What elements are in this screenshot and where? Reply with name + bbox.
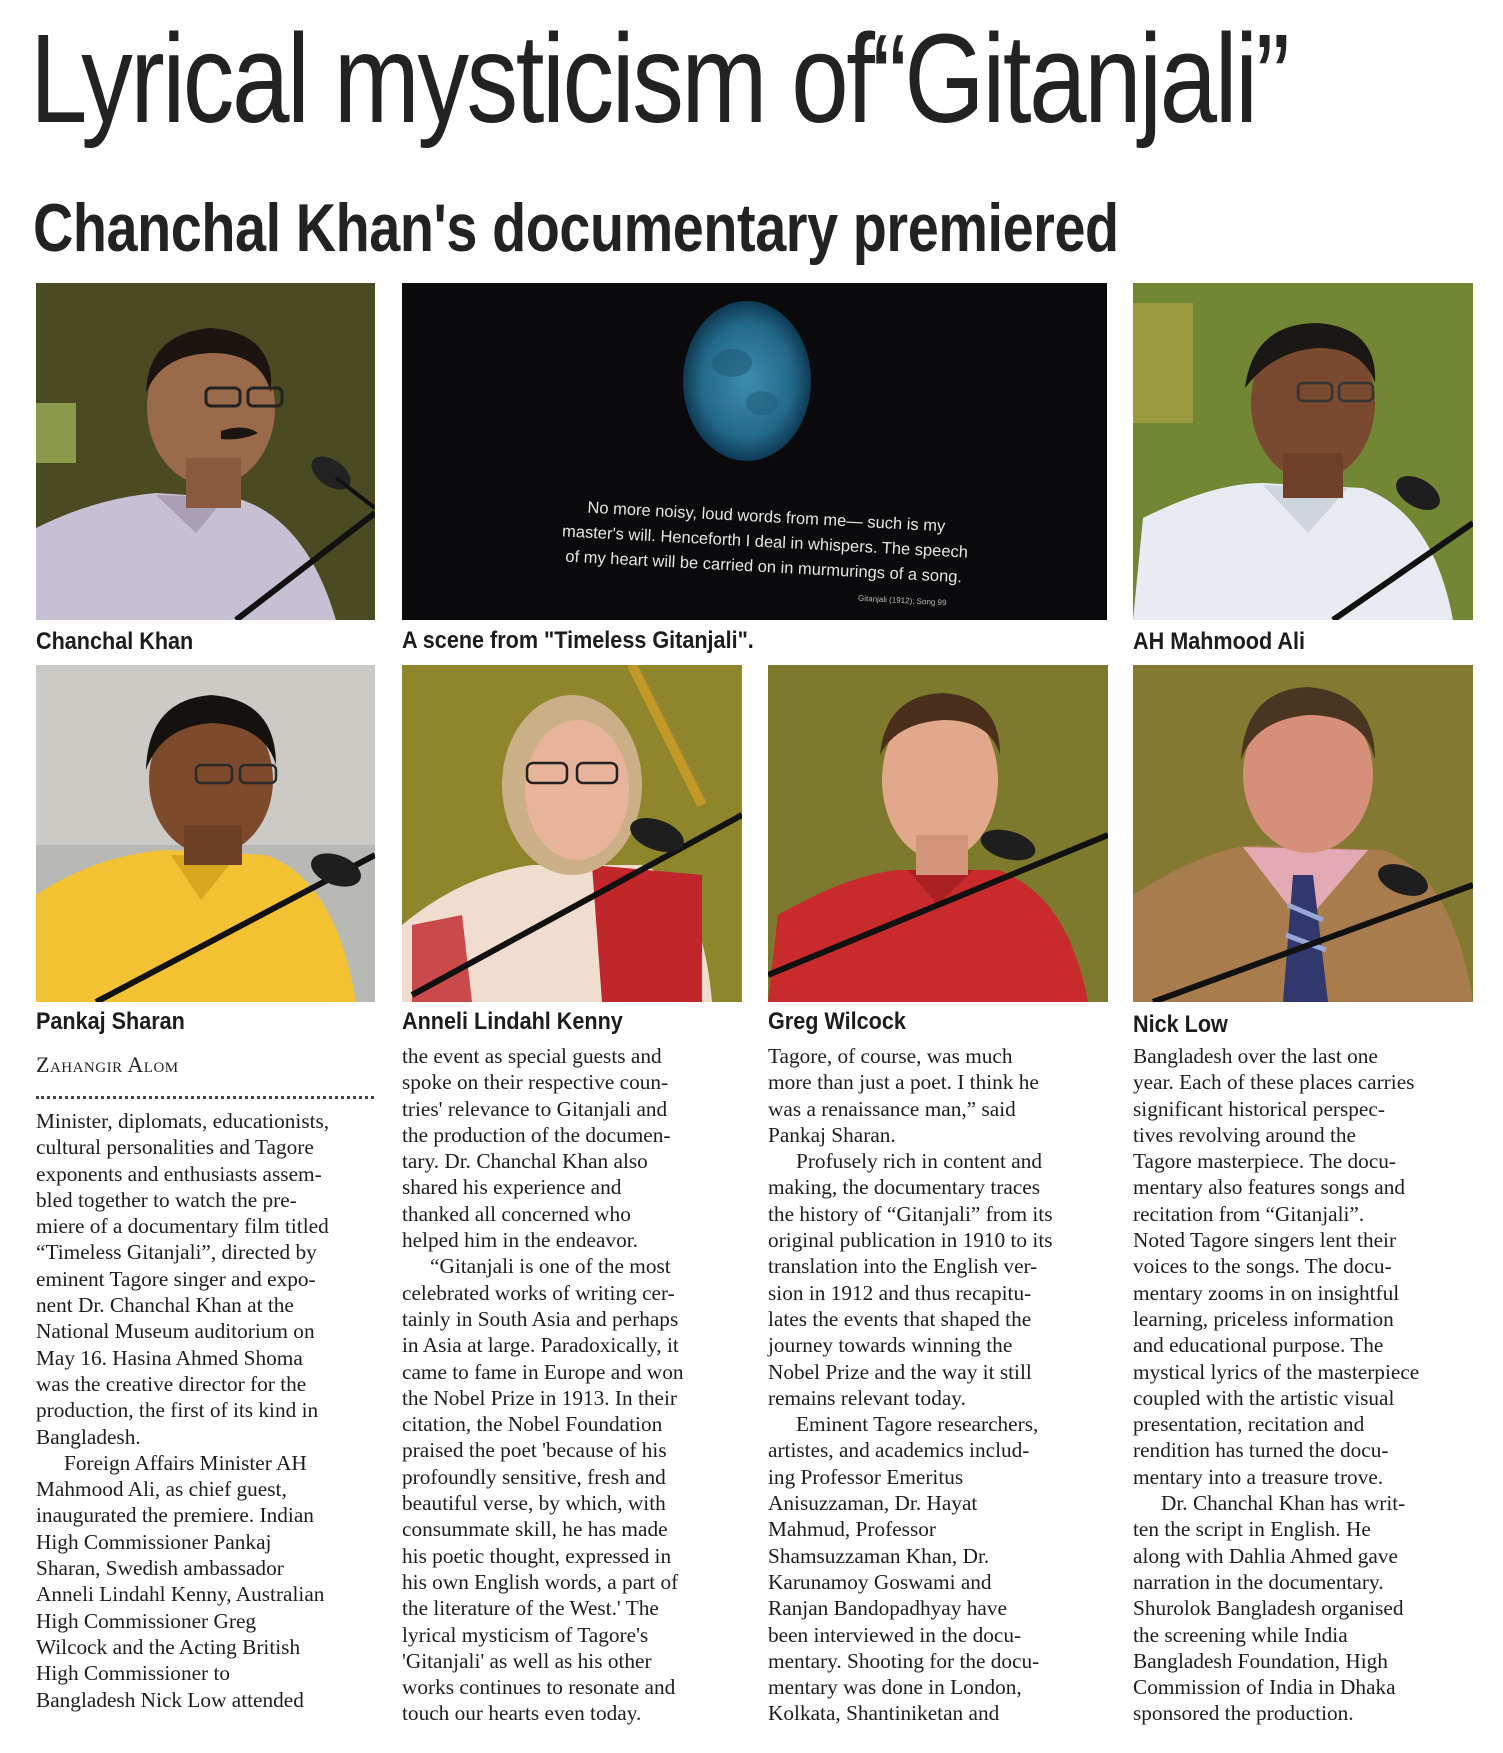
article-line: Bangladesh Nick Low attended [36,1687,304,1712]
article-line: mentary zooms in on insightful [1133,1280,1400,1305]
article-line: Tagore, of course, was much [768,1044,1013,1068]
article-line: Nobel Prize and the way it still [768,1359,1032,1384]
article-line: Anneli Lindahl Kenny, Australian [36,1582,325,1607]
article-line: mentary into a treasure trove. [1133,1464,1384,1489]
article-line: the production of the documen- [402,1122,671,1147]
article-line: Tagore masterpiece. The docu- [1133,1149,1397,1174]
article-line: praised the poet 'because of his [402,1438,667,1463]
article-line: year. Each of these places carries [1133,1070,1415,1095]
article-line: the Nobel Prize in 1913. In their [402,1385,678,1410]
article-line: touch our hearts even today. [402,1701,642,1726]
article-line: the screening while India [1133,1622,1348,1647]
article-line: profoundly sensitive, fresh and [402,1464,666,1489]
article-column-2 [402,1043,742,1727]
article-line: Shurolok Bangladesh organised [1133,1596,1404,1621]
article-line: Profusely rich in content and [796,1149,1043,1174]
article-line: eminent Tagore singer and expo- [36,1266,316,1291]
article-line: shared his experience and [402,1175,622,1200]
caption-chanchal-khan: Chanchal Khan [36,628,194,655]
article-line: learning, priceless information [1133,1306,1394,1331]
article-line: “Gitanjali is one of the most [430,1254,671,1279]
article-line: artistes, and academics includ- [768,1438,1030,1463]
caption-ah-mahmood-ali: AH Mahmood Ali [1133,628,1305,655]
article-line: original publication in 1910 to its [768,1228,1053,1253]
article-line: his poetic thought, expressed in [402,1543,672,1568]
article-line: helped him in the endeavor. [402,1228,638,1253]
article-line: rendition has turned the docu- [1133,1438,1389,1463]
photo-nick-low [1133,665,1473,1002]
article-line: 'Gitanjali' as well as his other [402,1648,652,1673]
byline: Zahangir Alom [36,1052,179,1077]
article-line: was the creative director for the [36,1371,307,1396]
article-line: bled together to watch the pre- [36,1187,297,1212]
article-line: Shamsuzzaman Khan, Dr. [768,1543,990,1568]
article-line: Dr. Chanchal Khan has writ- [1161,1491,1406,1516]
article-line: Foreign Affairs Minister AH [64,1450,307,1475]
article-line: Kolkata, Shantiniketan and [768,1701,1000,1726]
article-line: beautiful verse, by which, with [402,1491,666,1516]
subheadline: Chanchal Khan's documentary premiered [33,190,1119,266]
article-line: Mahmud, Professor [768,1517,936,1542]
article-line: coupled with the artistic visual [1133,1385,1395,1410]
article-line: remains relevant today. [768,1385,966,1410]
article-line: Pankaj Sharan. [768,1122,896,1147]
article-line: recitation from “Gitanjali”. [1133,1201,1365,1226]
caption-anneli-lindahl-kenny: Anneli Lindahl Kenny [402,1008,623,1035]
article-line: Ranjan Bandopadhyay have [768,1596,1007,1621]
article-line: tary. Dr. Chanchal Khan also [402,1149,648,1174]
article-line: ing Professor Emeritus [768,1464,964,1489]
article-line: the history of “Gitanjali” from its [768,1201,1053,1226]
article-line: citation, the Nobel Foundation [402,1412,663,1437]
article-line: National Museum auditorium on [36,1319,315,1344]
article-line: narration in the documentary. [1133,1569,1384,1594]
caption-pankaj-sharan: Pankaj Sharan [36,1008,185,1035]
article-line: mentary was done in London, [768,1675,1022,1700]
article-line: and educational purpose. The [1133,1333,1384,1358]
article-line: Noted Tagore singers lent their [1133,1228,1397,1253]
article-line: was a renaissance man,” said [768,1096,1016,1121]
article-column-3 [768,1043,1108,1727]
article-line: Karunamoy Goswami and [768,1569,992,1594]
photo-anneli-lindahl-kenny [402,665,742,1002]
article-line: tainly in South Asia and perhaps [402,1306,679,1331]
photo-greg-wilcock [768,665,1108,1002]
article-line: translation into the English ver- [768,1254,1038,1279]
caption-greg-wilcock: Greg Wilcock [768,1008,906,1035]
article-line: “Timeless Gitanjali”, directed by [36,1240,317,1265]
article-column-1 [36,1108,376,1713]
article-line: High Commissioner Greg [36,1608,257,1633]
scene-quote-source: Gitanjali (1912); Song 99 [857,593,947,608]
article-line: spoke on their respective coun- [402,1070,669,1095]
article-line: mentary. Shooting for the docu- [768,1648,1040,1673]
scene-quote: No more noisy, loud words from me— such is my master's will. Henceforth I deal in whispers. The speech of my heart will be carried on in murmurings of a song. [561,498,969,587]
article-line: Bangladesh Foundation, High [1133,1648,1388,1673]
article-line: Wilcock and the Acting British [36,1634,301,1659]
caption-scene: A scene from "Timeless Gitanjali". [402,627,754,654]
caption-nick-low: Nick Low [1133,1011,1228,1038]
article-line: Bangladesh. [36,1424,141,1449]
photo-pankaj-sharan [36,665,375,1002]
article-line: lyrical mysticism of Tagore's [402,1622,649,1647]
article-line: ten the script in English. He [1133,1517,1371,1542]
article-line: inaugurated the premiere. Indian [36,1503,314,1528]
article-line: significant historical perspec- [1133,1096,1385,1121]
article-line: came to fame in Europe and won [402,1359,684,1384]
article-column-4 [1133,1043,1473,1727]
article-line: tives revolving around the [1133,1122,1356,1147]
article-line: High Commissioner Pankaj [36,1529,272,1554]
article-line: Eminent Tagore researchers, [796,1412,1039,1437]
article-line: consummate skill, he has made [402,1517,668,1542]
article-line: voices to the songs. The docu- [1133,1254,1392,1279]
article-line: Bangladesh over the last one [1133,1044,1378,1068]
article-line: exponents and enthusiasts assem- [36,1161,322,1186]
article-line: along with Dahlia Ahmed gave [1133,1543,1398,1568]
article-line: tries' relevance to Gitanjali and [402,1096,668,1121]
photo-ah-mahmood-ali [1133,283,1473,620]
article-line: Sharan, Swedish ambassador [36,1556,284,1581]
article-line: making, the documentary traces [768,1175,1041,1200]
article-line: his own English words, a part of [402,1569,679,1594]
article-line: cultural personalities and Tagore [36,1135,314,1160]
article-line: sponsored the production. [1133,1701,1354,1726]
article-line: High Commissioner to [36,1661,231,1686]
article-line: presentation, recitation and [1133,1412,1365,1437]
article-line: mentary also features songs and [1133,1175,1406,1200]
article-line: more than just a poet. I think he [768,1070,1039,1095]
article-line: Minister, diplomats, educationists, [36,1109,330,1133]
article-line: thanked all concerned who [402,1201,631,1226]
photo-chanchal-khan [36,283,375,620]
article-line: miere of a documentary film titled [36,1214,329,1239]
article-line: celebrated works of writing cer- [402,1280,675,1305]
article-line: works continues to resonate and [402,1675,676,1700]
headline: Lyrical mysticism of“Gitanjali” [30,8,1288,149]
article-line: lates the events that shaped the [768,1306,1032,1331]
article-line: been interviewed in the docu- [768,1622,1022,1647]
article-line: mystical lyrics of the masterpiece [1133,1359,1420,1384]
article-line: Mahmood Ali, as chief guest, [36,1477,287,1502]
article-line: May 16. Hasina Ahmed Shoma [36,1345,303,1370]
byline-rule [36,1096,374,1099]
article-line: Commission of India in Dhaka [1133,1675,1396,1700]
article-line: in Asia at large. Paradoxically, it [402,1333,679,1358]
article-line: production, the first of its kind in [36,1398,319,1423]
article-line: journey towards winning the [768,1333,1013,1358]
article-line: the event as special guests and [402,1044,662,1068]
article-line: nent Dr. Chanchal Khan at the [36,1293,294,1318]
article-line: the literature of the West.' The [402,1596,659,1621]
article-line: sion in 1912 and thus recapitu- [768,1280,1032,1305]
article-line: Anisuzzaman, Dr. Hayat [768,1491,978,1516]
